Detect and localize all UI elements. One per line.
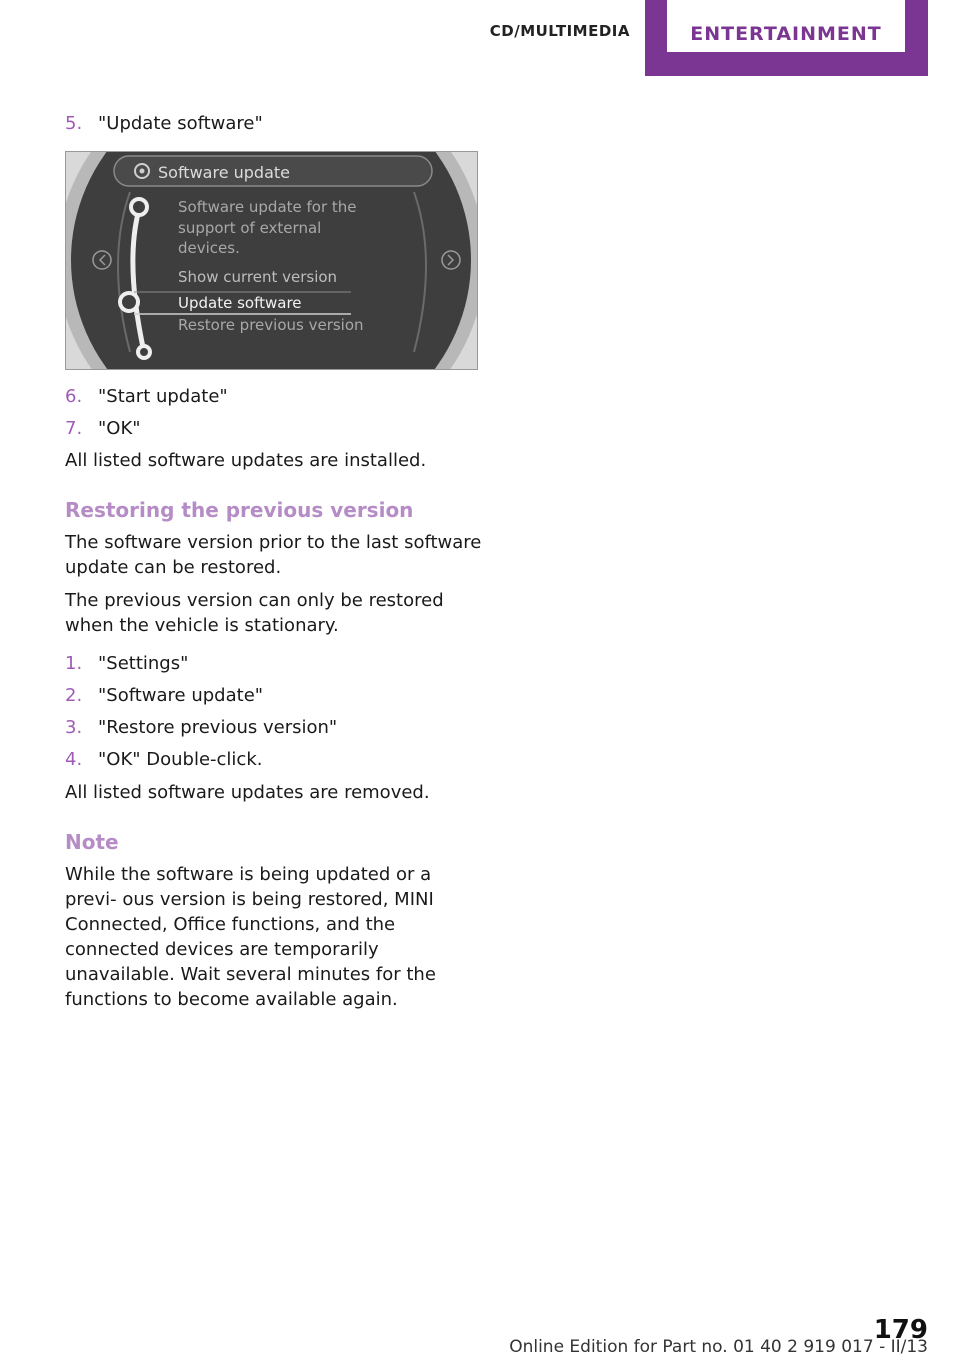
screen-description-line-3: devices. xyxy=(178,239,240,257)
screen-menu-restore-previous-version: Restore previous version xyxy=(178,316,364,334)
page-number: 179 xyxy=(873,1315,928,1345)
step-text: "Software update" xyxy=(98,685,264,706)
edition-line: Online Edition for Part no. 01 40 2 919 017 - II/13 xyxy=(509,1337,928,1357)
installed-text: All listed software updates are installed. xyxy=(65,450,427,471)
removed-text: All listed software updates are removed. xyxy=(65,782,430,803)
step-7 xyxy=(65,417,141,441)
screen-menu-show-current-version: Show current version xyxy=(178,268,338,286)
screen-menu-update-software: Update software xyxy=(178,294,302,312)
step-text: "OK" xyxy=(98,418,141,439)
restore-para-2: The previous version can only be restored when the vehicle is stationary. xyxy=(65,590,444,636)
step-4 xyxy=(65,748,262,772)
step-5 xyxy=(65,112,263,136)
step-text: "OK" Double-click. xyxy=(98,749,263,770)
note-heading: Note xyxy=(65,830,119,854)
step-number: 6. xyxy=(65,386,83,407)
step-text: "Start update" xyxy=(98,386,228,407)
scroll-knob-bottom xyxy=(138,346,150,358)
screen-description-line-2: support of external xyxy=(178,219,322,237)
scroll-knob-selected xyxy=(120,293,138,311)
step-number: 2. xyxy=(65,685,83,706)
step-3 xyxy=(65,716,337,740)
step-number: 3. xyxy=(65,717,83,738)
step-1 xyxy=(65,652,188,676)
step-text: "Update software" xyxy=(98,113,263,134)
header-section-label: CD/MULTIMEDIA xyxy=(489,22,630,40)
screen-svg xyxy=(66,152,477,369)
restore-para-1: The software version prior to the last software update can be restored. xyxy=(65,532,482,578)
step-number: 1. xyxy=(65,653,83,674)
header-chapter-label: ENTERTAINMENT xyxy=(667,0,905,52)
screen-description-line-1: Software update for the xyxy=(178,198,357,216)
step-number: 5. xyxy=(65,113,83,134)
step-2 xyxy=(65,684,263,708)
step-text: "Settings" xyxy=(98,653,189,674)
step-number: 7. xyxy=(65,418,83,439)
screen-title: Software update xyxy=(158,163,290,182)
scroll-knob-top xyxy=(131,199,147,215)
header-chapter-tab xyxy=(645,0,928,76)
note-para: While the software is being updated or a previ- ous version is being restored, MINI Connected, Office functions, and the connected devices are temporarily unavailable. Wait several minutes for the functions to become available again. xyxy=(65,864,436,1010)
software-update-screen-image xyxy=(65,151,478,370)
step-text: "Restore previous version" xyxy=(98,717,338,738)
step-number: 4. xyxy=(65,749,83,770)
restore-heading: Restoring the previous version xyxy=(65,498,414,522)
step-6 xyxy=(65,385,228,409)
